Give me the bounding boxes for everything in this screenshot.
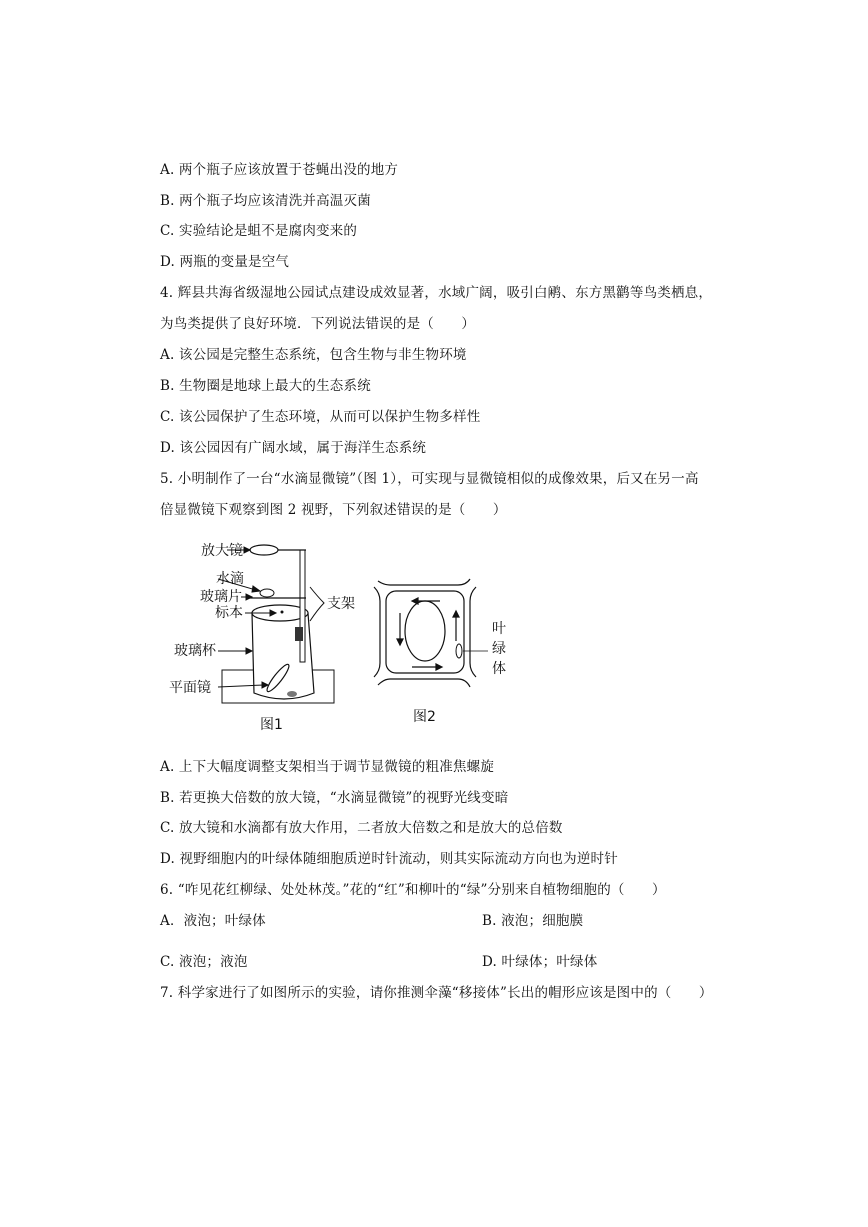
q3-option-b: B. 两个瓶子均应该清洗并高温灭菌 (160, 193, 371, 209)
q5-option-d: D. 视野细胞内的叶绿体随细胞质逆时针流动，则其实际流动方向也为逆时针 (160, 851, 618, 867)
q3-option-c: C. 实验结论是蛆不是腐肉变来的 (160, 223, 358, 239)
label-stand: 支架 (327, 596, 355, 612)
label-glass-slide: 玻璃片 (200, 589, 242, 605)
q4-option-d: D. 该公园因有广阔水域，属于海洋生态系统 (160, 440, 427, 456)
mirror-pivot (287, 691, 297, 697)
q5-stem-line2: 倍显微镜下观察到图 2 视野，下列叙述错误的是（ ） (160, 502, 507, 518)
q4-option-b: B. 生物圈是地球上最大的生态系统 (160, 378, 371, 394)
label-chloroplast-3: 体 (492, 661, 506, 677)
figure-1-caption: 图1 (260, 717, 283, 733)
chloroplast-shape (456, 644, 462, 658)
q6-option-c: C. 液泡；液泡 (160, 954, 248, 970)
figure-2-caption: 图2 (413, 709, 436, 725)
stand-pole (300, 550, 305, 662)
magnifier-lens (250, 545, 278, 555)
q3-option-d: D. 两瓶的变量是空气 (160, 254, 290, 270)
water-drop-shape (260, 589, 274, 597)
label-glass-cup: 玻璃杯 (174, 643, 216, 659)
q4-stem-line1: 4. 辉县共海省级湿地公园试点建设成效显著，水域广阔，吸引白鹇、东方黑鹳等鸟类栖息， (160, 285, 713, 301)
label-chloroplast-2: 绿 (492, 641, 506, 657)
specimen-dot (281, 611, 284, 614)
label-water-drop: 水滴 (216, 571, 244, 587)
label-mirror: 平面镜 (169, 680, 211, 696)
q6-option-b: B. 液泡；细胞膜 (482, 913, 584, 929)
q6-option-a: A．液泡；叶绿体 (160, 913, 266, 929)
q6-option-d: D. 叶绿体；叶绿体 (482, 954, 598, 970)
q5-option-b: B. 若更换大倍数的放大镜，“水滴显微镜”的视野光线变暗 (160, 790, 509, 806)
q5-option-a: A. 上下大幅度调整支架相当于调节显微镜的粗准焦螺旋 (160, 759, 495, 775)
q5-option-c: C. 放大镜和水滴都有放大作用，二者放大倍数之和是放大的总倍数 (160, 820, 563, 836)
label-chloroplast-1: 叶 (492, 621, 506, 637)
stand-bracket (310, 587, 324, 621)
q4-option-c: C. 该公园保护了生态环境，从而可以保护生物多样性 (160, 409, 481, 425)
q4-option-a: A. 该公园是完整生态系统，包含生物与非生物环境 (160, 347, 467, 363)
vacuole (405, 601, 445, 661)
q3-option-a: A. 两个瓶子应该放置于苍蝇出没的地方 (160, 162, 399, 178)
q6-stem: 6. “咋见花红柳绿、处处林茂。”花的“红”和柳叶的“绿”分别来自植物细胞的（ ） (160, 882, 666, 898)
label-magnifier: 放大镜 (201, 543, 243, 559)
q7-stem: 7. 科学家进行了如图所示的实验，请你推测伞藻“移接体”长出的帽形应该是图中的（ ） (160, 985, 713, 1001)
stand-clamp (295, 627, 303, 641)
figure-2-cell-view (370, 575, 530, 735)
figure-1-water-drop-microscope (160, 535, 360, 740)
label-specimen: 标本 (215, 605, 243, 621)
q4-stem-line2: 为鸟类提供了良好环境．下列说法错误的是（ ） (160, 316, 476, 332)
q5-stem-line1: 5. 小明制作了一台“水滴显微镜”（图 1），可实现与显微镜相似的成像效果，后又在另一高 (160, 471, 699, 487)
